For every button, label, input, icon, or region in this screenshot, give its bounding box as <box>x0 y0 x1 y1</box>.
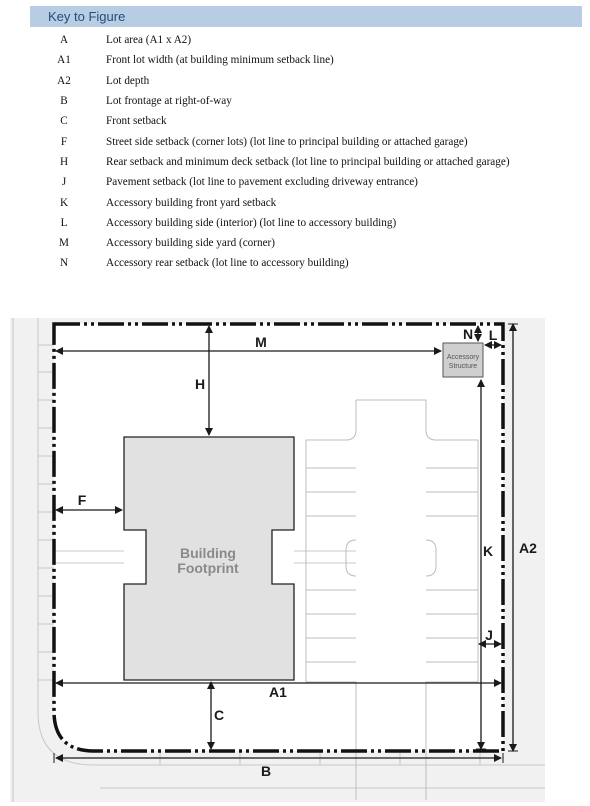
key-desc: Lot area (A1 x A2) <box>106 34 192 47</box>
accessory-label-line2: Structure <box>448 363 478 370</box>
key-code: N <box>59 257 69 270</box>
key-code: F <box>60 135 68 148</box>
label-c: C <box>213 707 225 723</box>
key-code: M <box>59 237 69 250</box>
label-h: H <box>194 376 206 392</box>
key-desc: Accessory building front yard setback <box>106 196 277 209</box>
label-f: F <box>77 492 87 508</box>
building-label-line2: Footprint <box>177 560 239 576</box>
key-desc: Rear setback and minimum deck setback (lot line to principal building or attached garage) <box>106 155 510 168</box>
label-a2: A2 <box>519 540 537 556</box>
key-code: H <box>59 155 69 168</box>
key-code: A1 <box>57 54 71 67</box>
key-code: A2 <box>57 74 71 87</box>
accessory-label-line1: Accessory <box>446 354 480 361</box>
key-code: B <box>60 95 68 108</box>
key-code: A <box>59 34 69 47</box>
label-n: N <box>462 326 474 342</box>
key-code: L <box>60 216 68 229</box>
key-desc: Accessory building side (interior) (lot line to accessory building) <box>106 216 397 229</box>
key-desc: Accessory rear setback (lot line to accessory building) <box>106 257 349 270</box>
key-desc: Lot frontage at right-of-way <box>106 95 232 108</box>
label-b: B <box>260 763 272 779</box>
key-desc: Front lot width (at building minimum setback line) <box>106 54 334 67</box>
key-title: Key to Figure <box>30 6 582 27</box>
key-desc: Front setback <box>106 115 167 128</box>
key-desc: Street side setback (corner lots) (lot line to principal building or attached garage) <box>106 135 468 148</box>
key-desc: Accessory building side yard (corner) <box>106 237 275 250</box>
key-code: J <box>61 176 67 189</box>
key-code: C <box>60 115 68 128</box>
label-l: L <box>488 327 498 343</box>
building-label-line1: Building <box>180 545 236 561</box>
key-desc: Pavement setback (lot line to pavement excluding driveway entrance) <box>106 176 418 189</box>
key-code: K <box>59 196 69 209</box>
label-a1: A1 <box>269 684 287 700</box>
label-k: K <box>482 543 494 559</box>
key-desc: Lot depth <box>106 74 150 87</box>
label-m: M <box>255 334 267 350</box>
label-j: J <box>485 627 493 643</box>
